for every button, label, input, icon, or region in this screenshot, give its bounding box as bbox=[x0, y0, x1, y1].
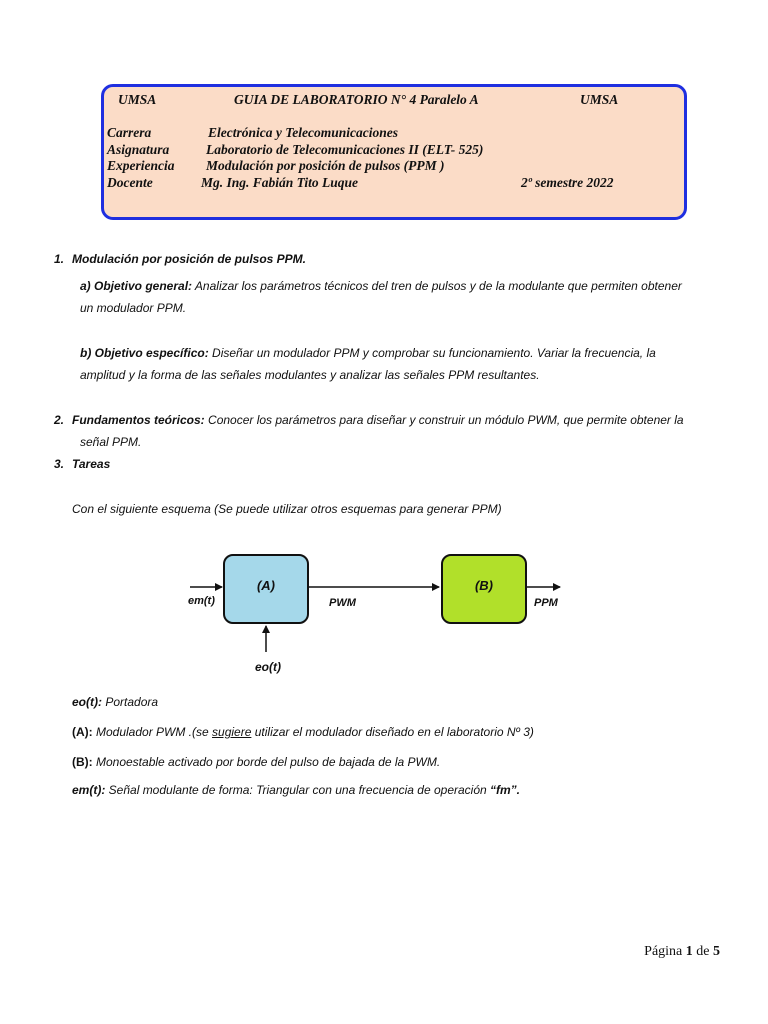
pwm-label: PWM bbox=[329, 597, 356, 609]
footer-page-total: 5 bbox=[713, 944, 720, 959]
output-label: PPM bbox=[534, 597, 558, 609]
semestre: 2º semestre 2022 bbox=[521, 175, 614, 190]
legend-a-text2: utilizar el modulador diseñado en el laboratorio Nº 3) bbox=[251, 725, 534, 739]
block-diagram bbox=[180, 540, 580, 690]
legend-eo-label: eo(t): bbox=[72, 695, 102, 709]
section3-number: 3. bbox=[54, 457, 65, 471]
objetivo-general bbox=[80, 278, 682, 294]
input-label: em(t) bbox=[188, 595, 215, 607]
asignatura-label: Asignatura bbox=[107, 142, 170, 157]
asignatura-value: Laboratorio de Telecomunicaciones II (ELT- 525) bbox=[206, 142, 484, 157]
section2-number: 2. bbox=[54, 413, 65, 427]
carrier-label: eo(t) bbox=[255, 660, 281, 674]
block-a-pwm-modulator bbox=[223, 554, 309, 624]
section2-line2: señal PPM. bbox=[80, 435, 142, 449]
legend-eo-text: Portadora bbox=[102, 695, 159, 709]
footer-page-number: 1 bbox=[685, 944, 693, 959]
block-b-label: (B) bbox=[474, 578, 494, 593]
objetivo-especifico-text: Diseñar un modulador PPM y comprobar su funcionamiento. Variar la frecuencia, la bbox=[208, 346, 656, 360]
section2-text: Conocer los parámetros para diseñar y construir un módulo PWM, que permite obtener la bbox=[204, 413, 684, 427]
header-umsa-right: UMSA bbox=[580, 92, 619, 107]
objetivo-especifico bbox=[80, 345, 656, 361]
footer-de: de bbox=[692, 944, 713, 959]
section2-title: Fundamentos teóricos: bbox=[72, 413, 205, 427]
docente-value: Mg. Ing. Fabián Tito Luque bbox=[201, 175, 359, 190]
legend-a bbox=[72, 724, 534, 740]
page-footer bbox=[644, 944, 720, 960]
carrera-label: Carrera bbox=[107, 125, 152, 140]
legend-b-text: Monoestable activado por borde del pulso de bajada de la PWM. bbox=[92, 755, 441, 769]
block-b-monostable bbox=[441, 554, 527, 624]
objetivo-general-label: a) Objetivo general: bbox=[80, 279, 193, 293]
docente-label: Docente bbox=[107, 175, 153, 190]
objetivo-general-text: Analizar los parámetros técnicos del tren de pulsos y de la modulante que permiten obtener bbox=[192, 279, 682, 293]
objetivo-especifico-label: b) Objetivo específico: bbox=[80, 346, 209, 360]
legend-em bbox=[72, 782, 520, 798]
legend-em-fm: “fm”. bbox=[490, 783, 521, 797]
section2-paragraph bbox=[72, 412, 684, 428]
legend-a-label: (A): bbox=[72, 725, 93, 739]
legend-a-text1: Modulador PWM .(se bbox=[92, 725, 213, 739]
legend-eo bbox=[72, 694, 158, 710]
legend-em-label: em(t): bbox=[72, 783, 106, 797]
legend-b bbox=[72, 754, 440, 770]
section3-intro: Con el siguiente esquema (Se puede utilizar otros esquemas para generar PPM) bbox=[72, 502, 502, 516]
legend-a-underlined: sugiere bbox=[212, 725, 252, 739]
legend-b-label: (B): bbox=[72, 755, 93, 769]
block-a-label: (A) bbox=[256, 578, 276, 593]
carrera-value: Electrónica y Telecomunicaciones bbox=[208, 125, 398, 140]
experiencia-label: Experiencia bbox=[107, 158, 175, 173]
header-umsa-left: UMSA bbox=[118, 92, 157, 107]
objetivo-especifico-line2: amplitud y la forma de las señales modulantes y analizar las señales PPM resultantes. bbox=[80, 368, 540, 382]
section1-title: Modulación por posición de pulsos PPM. bbox=[72, 252, 307, 266]
header-guide-title: GUIA DE LABORATORIO N° 4 Paralelo A bbox=[234, 92, 479, 107]
objetivo-general-line2: un modulador PPM. bbox=[80, 301, 187, 315]
section3-title: Tareas bbox=[72, 457, 111, 471]
legend-em-text: Señal modulante de forma: Triangular con una frecuencia de operación bbox=[105, 783, 491, 797]
footer-page-word: Página bbox=[644, 944, 686, 959]
experiencia-value: Modulación por posición de pulsos (PPM ) bbox=[206, 158, 445, 173]
header-box bbox=[101, 84, 687, 220]
section1-number: 1. bbox=[54, 252, 65, 266]
